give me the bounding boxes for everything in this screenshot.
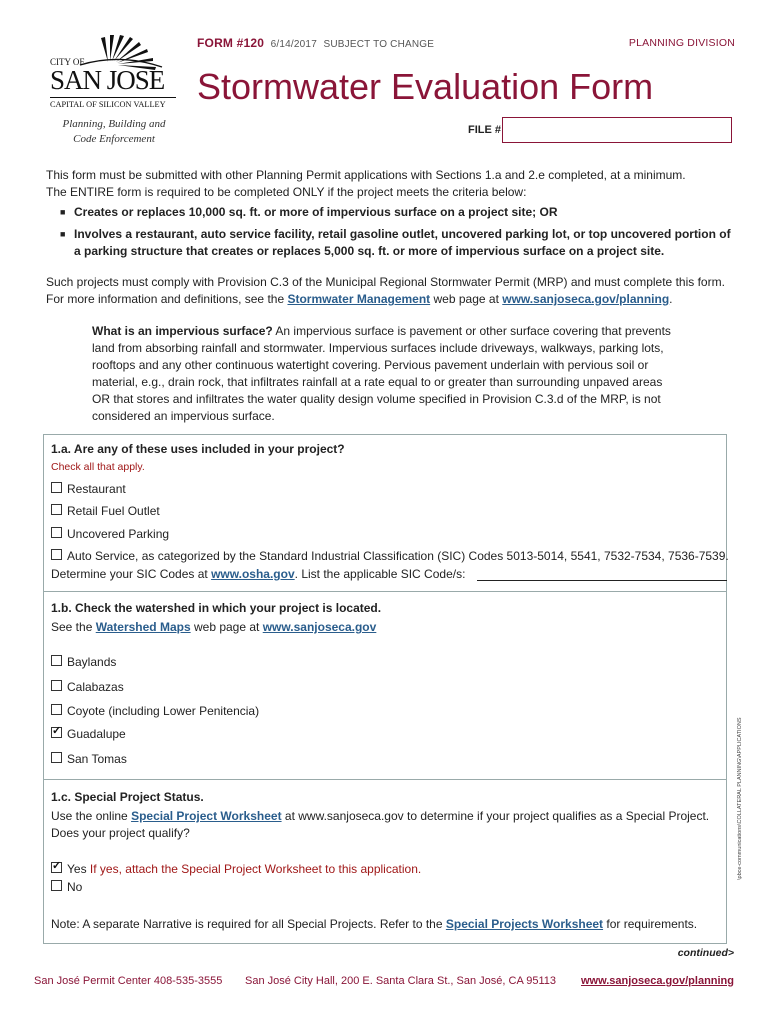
file-number-label: FILE # <box>468 124 502 136</box>
see-mid: web page at <box>193 620 260 634</box>
watershed-option-guadalupe[interactable] <box>51 727 126 741</box>
special-project-question: Does your project qualify? <box>51 826 190 840</box>
narrative-note <box>51 917 697 931</box>
watershed-maps-line <box>51 620 376 634</box>
checkbox-checked[interactable] <box>51 727 62 738</box>
section-1c-title: 1.c. Special Project Status. <box>51 790 204 804</box>
special-yes-label: Yes <box>67 862 87 876</box>
impervious-line-1: An impervious surface is pavement or other surface covering that prevents <box>275 324 671 338</box>
department-name: Planning, Building and Code Enforcement <box>62 118 166 145</box>
impervious-definition <box>92 323 692 425</box>
side-file-path <box>727 690 741 880</box>
special-yes-option[interactable] <box>51 862 421 876</box>
watershed-maps-link[interactable]: Watershed Maps <box>95 620 191 634</box>
footer-permit-center: San José Permit Center 408-535-3555 <box>34 975 223 987</box>
use-option-label: Uncovered Parking <box>67 527 170 541</box>
intro-line-1: This form must be submitted with other Planning Permit applications with Sections 1.a and 2.e completed, at a minimum. <box>46 168 686 182</box>
special-post: at www.sanjoseca.gov to determine if your project qualifies as a Special Project. <box>284 809 710 823</box>
footer-address: San José City Hall, 200 E. Santa Clara St., San José, CA 95113 <box>245 975 557 987</box>
sic-pre: Determine your SIC Codes at <box>51 567 208 581</box>
form-subject: SUBJECT TO CHANGE <box>323 39 435 50</box>
form-meta <box>197 36 434 50</box>
watershed-option-label: Coyote (including Lower Penitencia) <box>67 704 260 718</box>
sic-code-field[interactable] <box>477 568 727 581</box>
criteria-bullet-2-text-a: Involves a restaurant, auto service facility, retail gasoline outlet, uncovered parking lot, or top uncovered portion of <box>74 227 731 241</box>
special-project-worksheet-link[interactable]: Special Project Worksheet <box>131 809 282 823</box>
sic-post: . List the applicable SIC Code/s: <box>294 567 466 581</box>
side-file-path-text: \pbce-communications\COLLATERAL PLANNING\APPLICATIONS <box>737 717 743 880</box>
logo-name: SAN JOSE <box>50 65 165 95</box>
checkbox[interactable] <box>51 752 62 763</box>
section-divider <box>44 779 726 780</box>
impervious-line-4: material, e.g., drain rock, that infiltrates rainfall at a rate equal to or greater than surrounding unpaved areas <box>92 375 663 389</box>
watershed-option-label: Calabazas <box>67 680 124 694</box>
logo-city-of: CITY OF <box>50 57 85 67</box>
watershed-option-baylands[interactable] <box>51 655 116 669</box>
criteria-bullet-1-text: Creates or replaces 10,000 sq. ft. or more of impervious surface on a project site; OR <box>74 205 558 219</box>
stormwater-management-link[interactable]: Stormwater Management <box>287 292 431 306</box>
use-option-retail-fuel[interactable] <box>51 504 160 518</box>
evaluation-form-box <box>43 434 727 944</box>
footer-planning-link[interactable]: www.sanjoseca.gov/planning <box>580 975 734 987</box>
checkbox-checked[interactable] <box>51 862 62 873</box>
note-pre: Note: A separate Narrative is required for all Special Projects. Refer to the <box>51 917 443 931</box>
comply-line-2-mid: web page at <box>433 292 499 306</box>
city-logo <box>50 33 176 113</box>
sic-code-row <box>51 567 727 581</box>
watershed-option-label: Baylands <box>67 655 117 669</box>
section-1b-title: 1.b. Check the watershed in which your project is located. <box>51 601 382 615</box>
impervious-line-3: rooftops and any other continuous watertight covering. Pervious pavement underlain with pervious soil or <box>92 358 649 372</box>
special-no-option[interactable] <box>51 880 82 894</box>
form-date: 6/14/2017 <box>270 39 317 50</box>
checkbox[interactable] <box>51 504 62 515</box>
watershed-option-san-tomas[interactable] <box>51 752 127 766</box>
logo-divider <box>50 97 176 98</box>
logo-tagline: CAPITAL OF SILICON VALLEY <box>50 100 166 109</box>
section-1a-note: Check all that apply. <box>51 461 145 473</box>
sanjoseca-link[interactable]: www.sanjoseca.gov <box>262 620 377 634</box>
use-option-uncovered-parking[interactable] <box>51 527 169 541</box>
watershed-option-label: Guadalupe <box>67 727 126 741</box>
comply-line-1: Such projects must comply with Provision C.3 of the Municipal Regional Stormwater Permit (MRP) and must complete this form. <box>46 275 725 289</box>
intro-line-2: The ENTIRE form is required to be completed ONLY if the project meets the criteria below: <box>46 185 527 199</box>
checkbox[interactable] <box>51 704 62 715</box>
division-label: PLANNING DIVISION <box>628 37 735 49</box>
page-title: Stormwater Evaluation Form <box>197 66 654 107</box>
special-project-line-1 <box>51 809 709 823</box>
comply-line-2-post: . <box>669 292 673 306</box>
comply-line-2-pre: For more information and definitions, see the <box>46 292 285 306</box>
criteria-bullet-2-text-b: a parking structure that creates or replaces 5,000 sq. ft. or more of impervious surface on a project site. <box>74 244 665 258</box>
checkbox[interactable] <box>51 655 62 666</box>
use-option-label: Restaurant <box>67 482 126 496</box>
use-option-restaurant[interactable] <box>51 482 126 496</box>
file-number-field[interactable] <box>502 117 732 143</box>
section-divider <box>44 591 726 592</box>
continued-label: continued> <box>677 947 734 959</box>
use-option-auto-service[interactable] <box>51 549 729 563</box>
checkbox[interactable] <box>51 527 62 538</box>
impervious-line-2: land from absorbing rainfall and stormwater. Impervious surfaces include driveways, walkways, parking lots, <box>92 341 664 355</box>
bullet-icon: ■ <box>60 207 66 217</box>
note-post: for requirements. <box>606 917 698 931</box>
watershed-option-coyote[interactable] <box>51 704 259 718</box>
use-option-label: Retail Fuel Outlet <box>67 504 160 518</box>
impervious-line-6: considered an impervious surface. <box>92 409 275 423</box>
checkbox[interactable] <box>51 549 62 560</box>
special-projects-worksheet-link[interactable]: Special Projects Worksheet <box>445 917 604 931</box>
criteria-bullet-2 <box>60 225 731 243</box>
special-pre: Use the online <box>51 809 128 823</box>
checkbox[interactable] <box>51 482 62 493</box>
comply-line-2 <box>46 291 673 308</box>
form-number: FORM #120 <box>197 36 265 50</box>
impervious-heading: What is an impervious surface? <box>92 324 273 338</box>
checkbox[interactable] <box>51 880 62 891</box>
planning-website-link[interactable]: www.sanjoseca.gov/planning <box>502 292 670 306</box>
use-option-label: Auto Service, as categorized by the Standard Industrial Classification (SIC) Codes 5013-5014, 5541, 7532-7534, 7536-7539. <box>67 549 729 563</box>
criteria-bullet-1 <box>60 203 558 221</box>
bullet-icon: ■ <box>60 229 66 239</box>
watershed-option-label: San Tomas <box>67 752 127 766</box>
section-1a-title: 1.a. Are any of these uses included in your project? <box>51 442 345 456</box>
osha-link[interactable]: www.osha.gov <box>211 567 295 581</box>
see-pre: See the <box>51 620 93 634</box>
special-no-label: No <box>67 880 83 894</box>
checkbox[interactable] <box>51 680 62 691</box>
impervious-line-5: OR that stores and infiltrates the water quality design volume specified in Provision C.3.d of the MRP, is not <box>92 392 661 406</box>
watershed-option-calabazas[interactable] <box>51 680 124 694</box>
special-yes-note: If yes, attach the Special Project Worksheet to this application. <box>89 862 422 876</box>
